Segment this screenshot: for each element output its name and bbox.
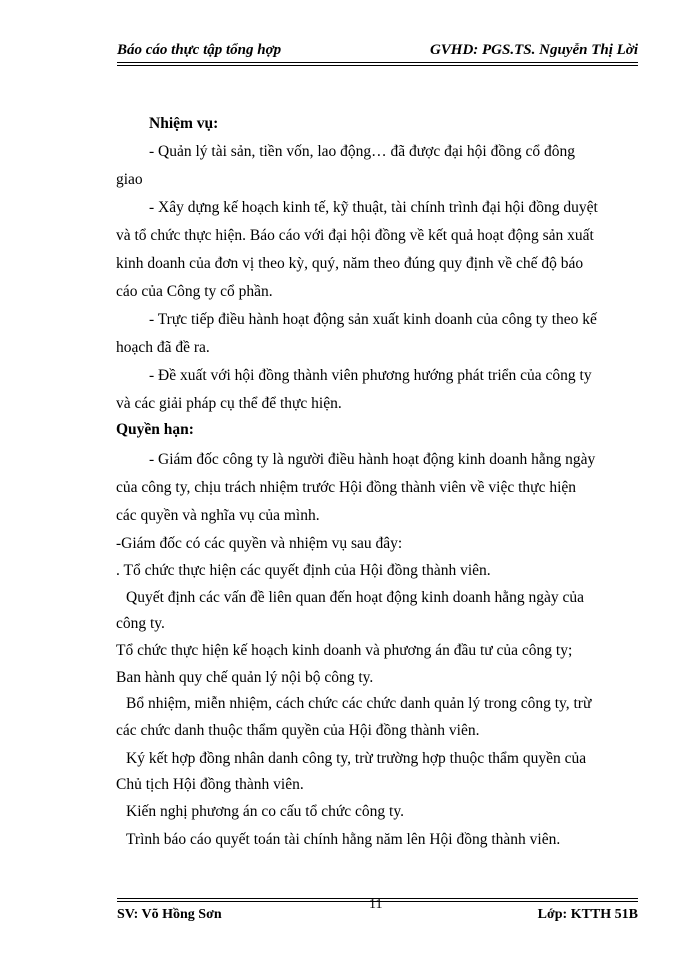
paragraph-line: Chủ tịch Hội đồng thành viên. <box>116 776 304 793</box>
paragraph-line: -Giám đốc có các quyền và nhiệm vụ sau đây: <box>116 535 403 552</box>
paragraph-line: - Đề xuất với hội đồng thành viên phương hướng phát triển của công ty <box>149 367 592 384</box>
paragraph-line: và tổ chức thực hiện. Báo cáo với đại hội đồng về kết quả hoạt động sản xuất <box>116 227 594 244</box>
paragraph-line: Ký kết hợp đồng nhân danh công ty, trừ trường hợp thuộc thẩm quyền của <box>126 750 587 767</box>
paragraph-line: kinh doanh của đơn vị theo kỳ, quý, năm theo đúng quy định về chế độ báo <box>116 255 584 272</box>
heading-nhiem-vu: Nhiệm vụ: <box>149 115 219 132</box>
paragraph-line: - Xây dựng kế hoạch kinh tế, kỹ thuật, tài chính trình đại hội đồng duyệt <box>149 199 598 216</box>
paragraph-line: các quyền và nghĩa vụ của mình. <box>116 507 320 524</box>
page-header <box>117 36 638 63</box>
paragraph-line: Trình báo cáo quyết toán tài chính hằng năm lên Hội đồng thành viên. <box>126 831 561 848</box>
paragraph-line: Bổ nhiệm, miễn nhiệm, cách chức các chức danh quản lý trong công ty, trừ <box>126 695 592 712</box>
paragraph-line: - Giám đốc công ty là người điều hành hoạt động kinh doanh hằng ngày <box>149 451 596 468</box>
footer-class: Lớp: KTTH 51B <box>537 907 638 922</box>
header-double-rule <box>117 65 638 66</box>
header-supervisor: GVHD: PGS.TS. Nguyễn Thị Lời <box>429 42 638 58</box>
page-footer <box>117 898 638 927</box>
heading-quyen-han: Quyền hạn: <box>116 421 194 438</box>
paragraph-line: công ty. <box>116 615 165 632</box>
paragraph-line: các chức danh thuộc thẩm quyền của Hội đồng thành viên. <box>116 722 480 739</box>
paragraph-line: - Quản lý tài sản, tiền vốn, lao động… đã được đại hội đồng cổ đông <box>149 143 575 160</box>
paragraph-line: Tổ chức thực hiện kế hoạch kinh doanh và phương án đầu tư của công ty; <box>116 642 573 659</box>
paragraph-line: và các giải pháp cụ thể để thực hiện. <box>116 395 342 412</box>
footer-student: SV: Võ Hồng Sơn <box>117 907 222 922</box>
paragraph-line: Ban hành quy chế quản lý nội bộ công ty. <box>116 669 374 686</box>
paragraph-line: hoạch đã đề ra. <box>116 339 210 356</box>
header-report-title: Báo cáo thực tập tổng hợp <box>117 42 282 58</box>
paragraph-line: Quyết định các vấn đề liên quan đến hoạt động kinh doanh hằng ngày của <box>126 589 584 606</box>
paragraph-line: của công ty, chịu trách nhiệm trước Hội đồng thành viên về việc thực hiện <box>116 479 577 496</box>
paragraph-line: . Tổ chức thực hiện các quyết định của Hội đồng thành viên. <box>116 562 491 579</box>
paragraph-line: Kiến nghị phương án co cấu tổ chức công ty. <box>126 803 404 820</box>
paragraph-line: - Trực tiếp điều hành hoạt động sản xuất kinh doanh của công ty theo kế <box>149 311 597 328</box>
paragraph-line: cáo của Công ty cổ phần. <box>116 283 273 300</box>
page-number: 11 <box>369 897 383 912</box>
paragraph-line: giao <box>116 171 143 188</box>
